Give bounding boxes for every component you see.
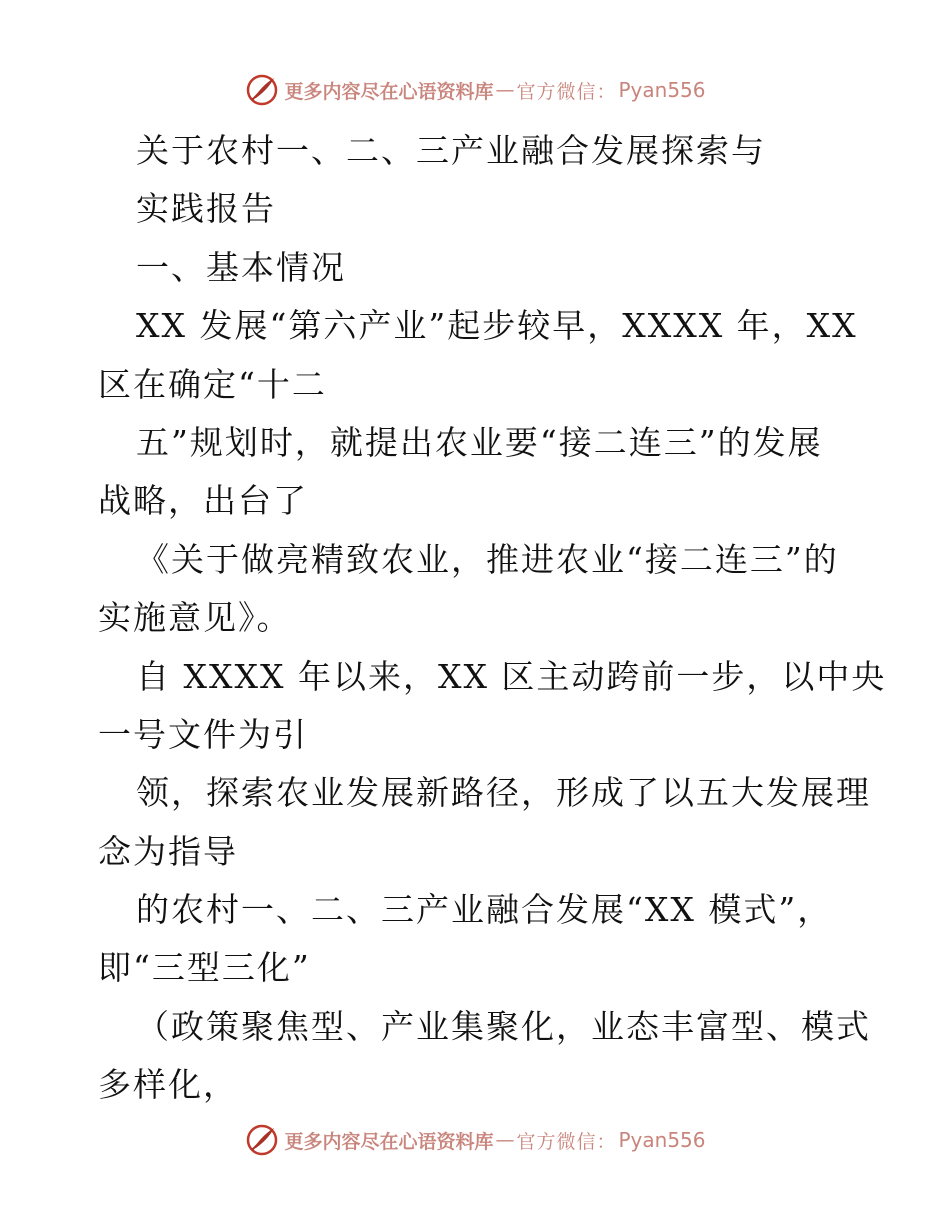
watermark-brand-text: 更多内容尽在心语资料库 <box>284 1130 494 1153</box>
feather-quill-logo-icon <box>244 72 280 108</box>
document-line: 《关于做亮精致农业，推进农业“接二连三”的 <box>136 539 839 579</box>
document-line: 多样化， <box>98 1065 238 1105</box>
watermark-wechat-id: Pyan556 <box>618 78 706 102</box>
document-line: 实践报告 <box>136 189 276 229</box>
document-line: 区在确定“十二 <box>98 364 327 404</box>
watermark-wechat-id: Pyan556 <box>618 1128 706 1152</box>
document-body <box>98 122 887 1115</box>
document-line: 实施意见》。 <box>98 598 292 638</box>
watermark-separator: — <box>495 1129 515 1151</box>
document-line: 自 XXXX 年以来，XX 区主动跨前一步，以中央 <box>136 656 887 696</box>
watermark-official-label: 官方微信： <box>516 80 617 103</box>
document-line: 念为指导 <box>98 831 238 871</box>
document-line: 领，探索农业发展新路径，形成了以五大发展理 <box>136 773 871 813</box>
document-line: 五”规划时，就提出农业要“接二连三”的发展 <box>136 422 823 462</box>
document-line: 一号文件为引 <box>98 714 308 754</box>
document-line: 的农村一、二、三产业融合发展“XX 模式”， <box>136 890 833 930</box>
header-watermark <box>0 70 950 110</box>
watermark-separator: — <box>495 79 515 101</box>
document-line: （政策聚焦型、产业集聚化，业态丰富型、模式 <box>136 1006 871 1046</box>
document-line: XX 发展“第六产业”起步较早，XXXX 年，XX <box>136 306 858 346</box>
watermark-official-label: 官方微信： <box>516 1130 617 1153</box>
document-line: 一、基本情况 <box>136 247 346 287</box>
document-line: 关于农村一、二、三产业融合发展探索与 <box>136 131 766 170</box>
watermark-brand-text: 更多内容尽在心语资料库 <box>284 80 494 103</box>
footer-watermark <box>0 1120 950 1160</box>
feather-quill-logo-icon <box>244 1122 280 1158</box>
document-line: 战略，出台了 <box>98 481 308 521</box>
document-line: 即“三型三化” <box>98 948 311 988</box>
